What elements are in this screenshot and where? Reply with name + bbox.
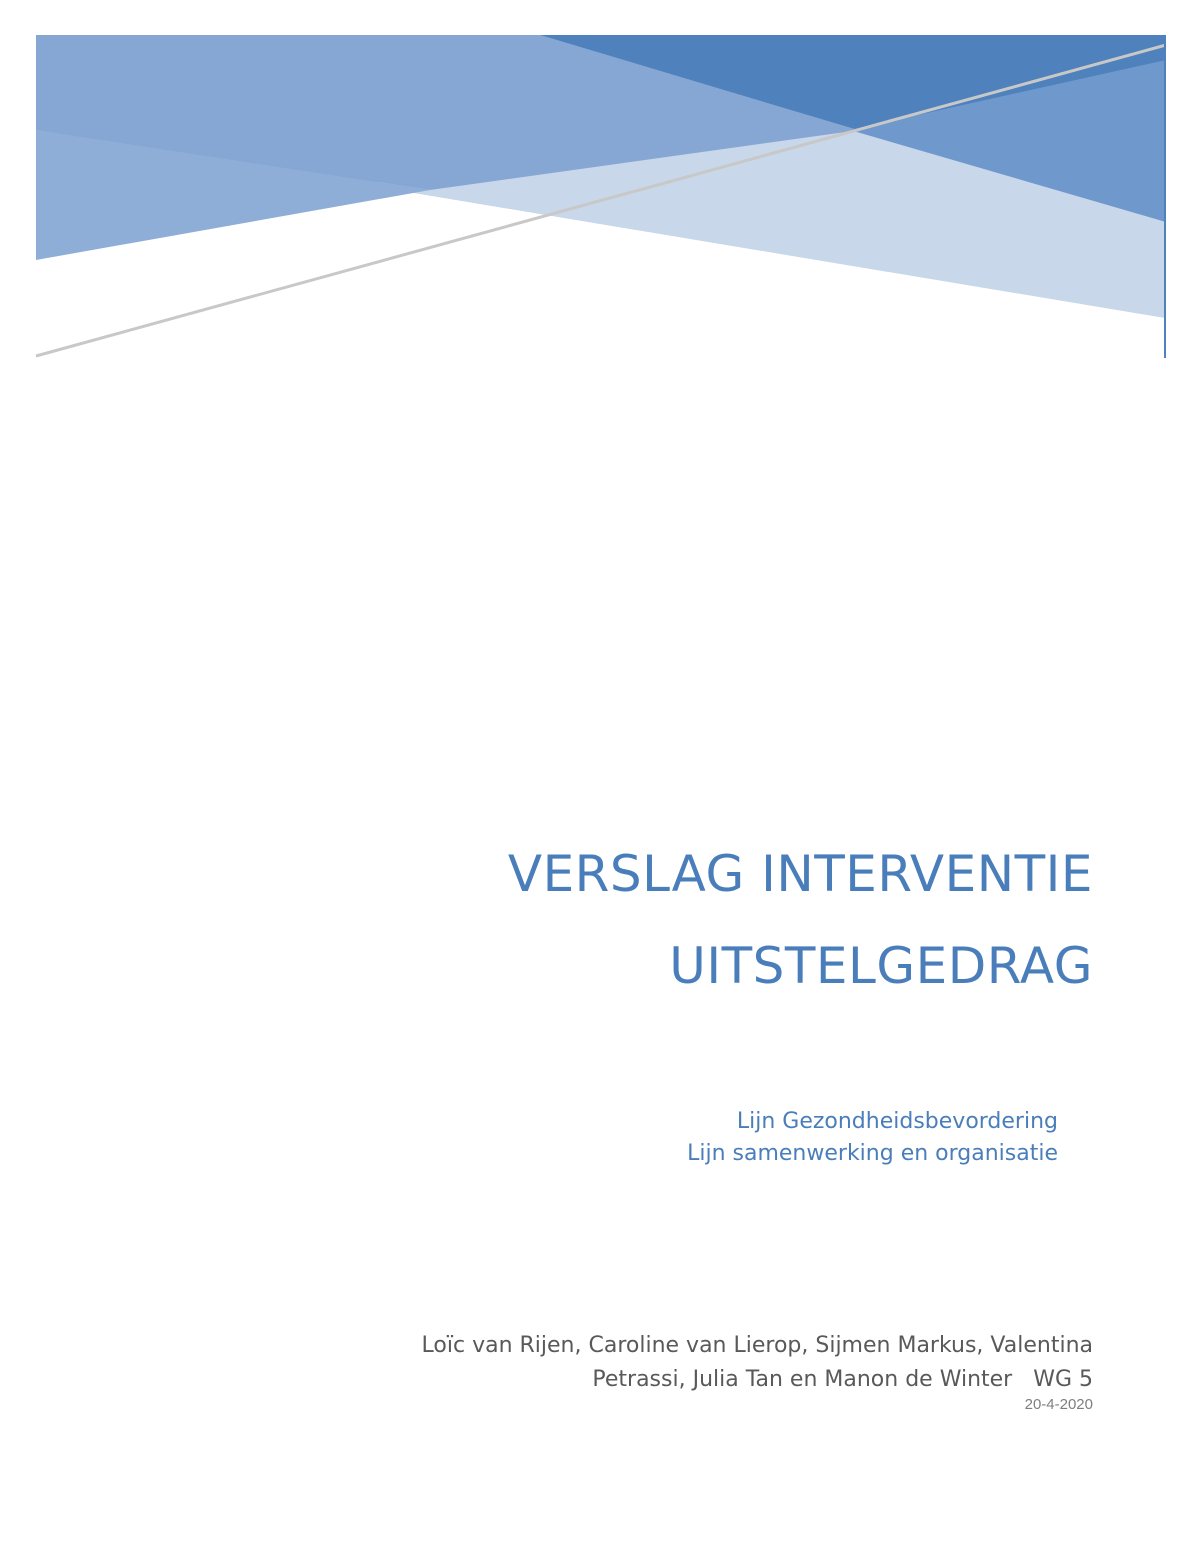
- subtitle-line-2: Lijn samenwerking en organisatie: [687, 1141, 1058, 1166]
- cover-banner-graphic: [0, 0, 1200, 370]
- document-authors: [193, 1329, 1093, 1397]
- document-date: 20-4-2020: [1024, 1396, 1093, 1413]
- authors-line-2: Petrassi, Julia Tan en Manon de Winter WG 5: [592, 1367, 1093, 1392]
- title-line-2: UITSTELGEDRAG: [669, 937, 1093, 995]
- document-subtitle: [687, 1106, 1058, 1170]
- document-title: [508, 828, 1093, 1012]
- subtitle-line-1: Lijn Gezondheidsbevordering: [736, 1109, 1058, 1134]
- authors-line-1: Loïc van Rijen, Caroline van Lierop, Sijmen Markus, Valentina: [421, 1333, 1093, 1358]
- title-line-1: VERSLAG INTERVENTIE: [507, 845, 1093, 903]
